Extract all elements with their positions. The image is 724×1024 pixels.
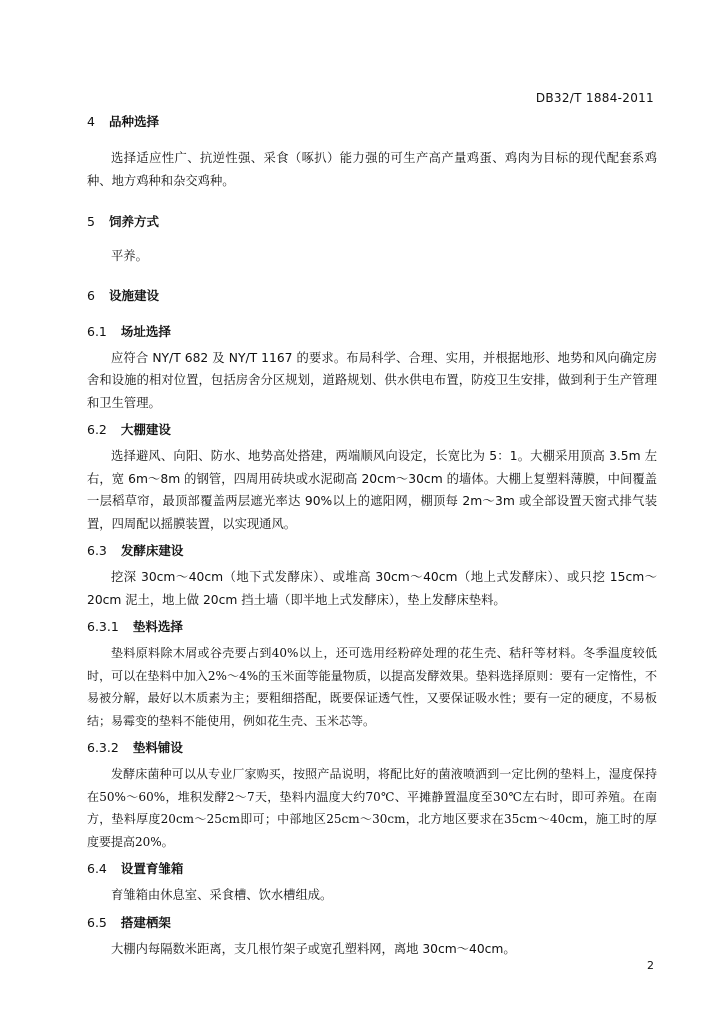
section-title: 大棚建设 [120,422,171,437]
section-number: 6.3 [87,543,107,558]
section-heading [87,911,657,935]
section-heading [87,210,657,234]
standard-code: DB32/T 1884-2011 [535,91,654,105]
section-number: 6.5 [87,914,107,930]
section-number: 6.4 [87,861,107,876]
section-title: 场址选择 [120,323,171,339]
page-number: 2 [647,959,654,972]
paragraph: 育雏箱由休息室、采食槽、饮水槽组成。 [111,888,333,902]
section-number: 6.1 [87,323,107,339]
section-6-3 [87,539,657,611]
paragraph: 选择避风、向阳、防水、地势高处搭建，两端顺风向设定，长宽比为 5：1。大棚采用顶高 3.5m 左右，宽 6m～8m 的钢管，四周用砖块或水泥砌高 20cm～30cm 的墙体。大棚上复塑料薄膜，中间覆盖一层稻草帘，最顶部覆盖两层遮光率达 90%以上的遮阳网，棚顶每 2m～3m 或全部设置天窗式排气装置，四周配以摇膜装置，以实现通风。 [87,449,657,531]
paragraph: 选择适应性广、抗逆性强、采食（啄扒）能力强的可生产高产量鸡蛋、鸡肉为目标的现代配套系鸡种、地方鸡种和杂交鸡种。 [87,151,657,188]
section-number: 5 [87,214,95,229]
section-5 [87,210,657,268]
section-heading [87,110,657,134]
section-number: 6 [87,287,95,303]
section-title: 品种选择 [108,114,159,129]
paragraph: 发酵床菌种可以从专业厂家购买，按照产品说明，将配比好的菌液喷洒到一定比例的垫料上，湿度保持在50%～60%，堆积发酵2～7天，垫料内温度大约70℃、平摊静置温度至30℃左右时，即可养殖。在南方，垫料厚度20cm～25cm即可；中部地区25cm～30cm，北方地区要求在35cm～40cm，施工时的厚度要提高20%。 [87,767,657,849]
document-body [87,110,657,960]
section-title: 设置育雏箱 [120,861,184,876]
section-title: 饲养方式 [108,214,159,229]
section-title: 垫料铺设 [132,740,183,755]
section-heading [87,284,657,308]
section-6-1 [87,320,657,415]
paragraph: 应符合 NY/T 682 及 NY/T 1167 的要求。布局科学、合理、实用，并根据地形、地势和风向确定房舍和设施的相对位置，包括房舍分区规划，道路规划、供水供电布置，防疫卫生安排，做到利于生产管理和卫生管理。 [87,350,657,410]
section-heading [87,539,657,563]
section-number: 6.2 [87,422,107,437]
section-6-2 [87,418,657,535]
section-4 [87,110,657,192]
section-heading [87,418,657,442]
section-6-3-1 [87,615,657,732]
section-title: 设施建设 [108,287,159,303]
paragraph: 平养。 [111,249,148,263]
section-heading [87,320,657,344]
section-6-3-2 [87,736,657,853]
section-6-5 [87,911,657,961]
section-number: 6.3.2 [87,740,119,755]
section-6-4 [87,857,657,907]
section-number: 6.3.1 [87,619,119,634]
section-heading [87,857,657,881]
section-heading [87,615,657,639]
section-number: 4 [87,114,95,129]
paragraph: 垫料原料除木屑或谷壳要占到40%以上，还可选用经粉碎处理的花生壳、秸秆等材料。冬季温度较低时，可以在垫料中加入2%～4%的玉米面等能量物质，以提高发酵效果。垫料选择原则：要有一定惰性，不易被分解，最好以木质素为主；要粗细搭配，既要保证透气性，又要保证吸水性；要有一定的硬度，不易板结；易霉变的垫料不能使用，例如花生壳、玉米芯等。 [87,646,657,728]
section-6 [87,284,657,308]
section-title: 垫料选择 [132,619,183,634]
section-title: 搭建栖架 [120,914,171,930]
section-title: 发酵床建设 [120,543,184,558]
paragraph: 大棚内每隔数米距离，支几根竹架子或宽孔塑料网，离地 30cm～40cm。 [111,941,516,956]
section-heading [87,736,657,760]
paragraph: 挖深 30cm～40cm（地下式发酵床）、或堆高 30cm～40cm（地上式发酵床）、或只挖 15cm～20cm 泥土，地上做 20cm 挡土墙（即半地上式发酵床），垫上发酵床垫料。 [87,570,657,607]
